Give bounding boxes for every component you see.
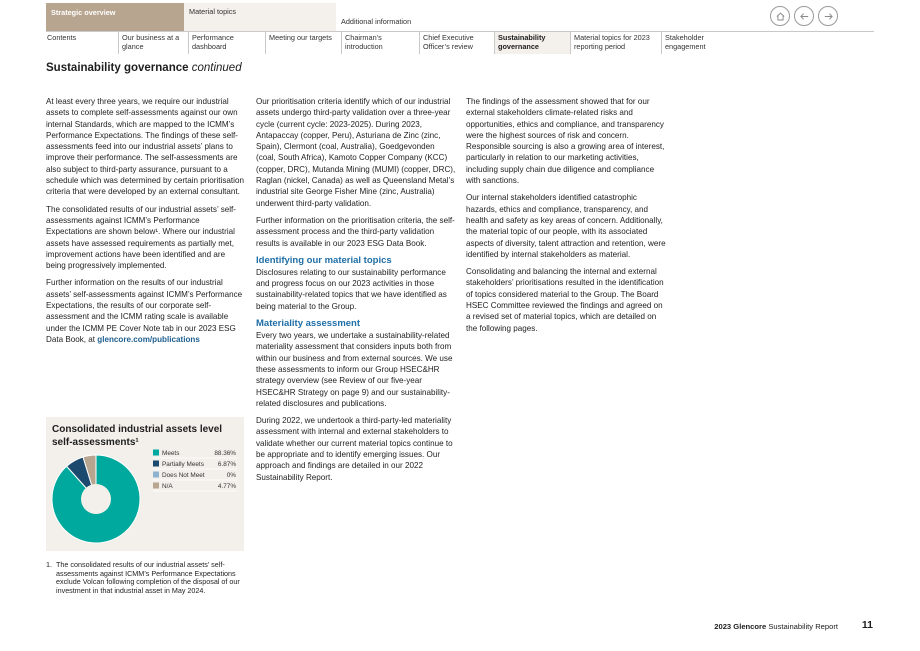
publications-link[interactable]: glencore.com/publications: [97, 334, 200, 344]
pie-chart: [46, 417, 244, 551]
top-navigation: [46, 3, 874, 31]
tab-material-topics-2023[interactable]: Material topics for 2023 reporting period: [570, 32, 661, 54]
paragraph: During 2022, we undertook a third-party-led materiality assessment with internal and external stakeholders to validate whether our current material topics continue to be appropriate and to identify emerging issues. Our approach and findings are detailed in our 2022 Sustainability Report.: [256, 416, 453, 482]
paragraph: Our internal stakeholders identified catastrophic hazards, ethics and compliance, transparency, and health and safety as key areas of concern. Additionally, the material topic of our people, with its associated aspects of diversity, talent attraction and retention, were identified by internal stakeholders as material.: [466, 193, 666, 259]
footer-brand: Glencore: [733, 622, 767, 631]
footnote-number: 1.: [46, 560, 52, 569]
legend-swatch: [153, 472, 159, 478]
legend-label: Does Not Meet: [162, 472, 205, 479]
legend-value: 0%: [226, 472, 236, 479]
tab-meeting-targets[interactable]: Meeting our targets: [265, 32, 341, 54]
legend-value: 6.87%: [217, 461, 236, 468]
back-arrow-icon[interactable]: [794, 6, 814, 26]
sub-navigation-tabs: [46, 31, 874, 53]
paragraph: Every two years, we undertake a sustainability-related materiality assessment that considers inputs both from within our business and from external sources. We use these assessments to inform our Group HSEC&HR strategy overview (see Review of our five-year HSEC&HR Strategy on page 9) and our sustainability-related disclosures and publications.: [256, 331, 453, 408]
chart-title: Consolidated industrial assets level self-assessments¹: [52, 424, 223, 448]
page-title-text: Sustainability governance: [46, 62, 189, 74]
self-assessment-chart: [46, 417, 244, 551]
legend-value: 88.36%: [214, 450, 236, 457]
legend-label: N/A: [162, 483, 173, 490]
paragraph: Our prioritisation criteria identify which of our industrial assets undergo third-party validation over a three-year cycle (current cycle: 2023-2025). During 2023, Antapaccay (copper, Peru), Asturiana de Zinc (zinc, Spain), Clermont (coal, Australia), Goedgevonden (coal, South Africa), Kamoto Copper Company (KCC) (copper, DRC), Mutanda Mining (MUMI) (copper, DRC), Raglan (nickel, Canada) as well as Queensland Metal’s industrial site George Fisher Mine (zinc, Australia) underwent third-party validation.: [256, 97, 456, 208]
home-icon[interactable]: [770, 6, 790, 26]
paragraph: [46, 277, 246, 345]
paragraph: Consolidating and balancing the internal and external stakeholders’ prioritisations resulted in the identification of topics considered material to the Group. The Board HSEC Committee reviewed the findings and agreed on a revised set of material topics, which are detailed on the following pages.: [466, 267, 664, 333]
paragraph: The consolidated results of our industrial assets’ self-assessments against ICMM’s Performance Expectations are shown below¹. Where our industrial assets have assessed requirements as partially met, improvement actions have been identified and are being progressively implemented.: [46, 204, 236, 271]
paragraph: Disclosures relating to our sustainability performance and progress focus on our 2023 activities in those sustainability-related topics that we have identified as being material to the Group.: [256, 267, 447, 311]
text-column-3: [466, 96, 666, 340]
footnote-text: The consolidated results of our industrial assets’ self-assessments against ICMM’s Performance Expectations exclude Volcan following completion of the disposal of our investment in that industrial asset in May 2024.: [56, 560, 240, 595]
footnote: [46, 561, 242, 595]
legend-swatch: [153, 483, 159, 489]
section-heading-material-topics: Identifying our material topics: [256, 254, 392, 266]
tab-chairmans-introduction[interactable]: Chairman’s introduction: [341, 32, 419, 54]
legend-swatch: [153, 461, 159, 467]
donut-hole: [81, 484, 111, 514]
legend-label: Meets: [162, 450, 180, 457]
footer-year: 2023: [714, 622, 732, 631]
footer-report-title: [714, 622, 838, 631]
page-title: [46, 62, 242, 74]
page-title-continued: continued: [191, 62, 242, 74]
nav-section-material-topics[interactable]: Material topics: [184, 3, 336, 31]
text-column-1: [46, 96, 246, 351]
legend-label: Partially Meets: [162, 461, 204, 468]
tab-performance-dashboard[interactable]: Performance dashboard: [188, 32, 265, 54]
legend-value: 4.77%: [217, 483, 236, 490]
tab-ceo-review[interactable]: Chief Executive Officer’s review: [419, 32, 494, 54]
paragraph: The findings of the assessment showed that for our external stakeholders climate-related risks and opportunities, ethics and compliance, and transparency were the highest sources of risk and concern. Responsible sourcing is also a growing area of interest, particularly in relation to our marketing activities, including supply chain due diligence and compliance with sanctions.: [466, 97, 665, 186]
forward-arrow-icon[interactable]: [818, 6, 838, 26]
footer-report: Sustainability Report: [768, 622, 838, 631]
page-number: 11: [861, 619, 873, 631]
paragraph: Further information on the prioritisation criteria, the self-assessment process and the third-party validation results is available in our 2023 ESG Data Book.: [256, 215, 455, 248]
nav-icon-group: [770, 6, 838, 26]
tab-sustainability-governance[interactable]: Sustainability governance: [494, 32, 570, 54]
paragraph: At least every three years, we require our industrial assets to complete self-assessments against our own internal Standards, which are mapped to the ICMM’s Performance Expectations. The findings of these self-assessments feed into our industrial assets’ plans to improve their performance. The self-assessments are also subject to third-party assurance, pursuant to a schedule which was determined by certain prioritisation criteria that were developed by an external consultant.: [46, 97, 244, 197]
nav-section-additional-information[interactable]: Additional information: [341, 17, 412, 26]
legend-swatch: [153, 450, 159, 456]
tab-stakeholder-engagement[interactable]: Stakeholder engagement: [661, 32, 741, 54]
paragraph-text: Further information on the results of our industrial assets’ self-assessments against ICMM’s Performance Expectations, the results of our corporate self-assessment and the ICMM rating scale is available under the ICMM PE Cover Note tab in our 2023 ESG Data Book, at: [46, 278, 243, 344]
text-column-2: [256, 96, 456, 489]
section-heading-materiality-assessment: Materiality assessment: [256, 318, 361, 330]
tab-contents[interactable]: Contents: [47, 33, 77, 42]
tab-our-business[interactable]: Our business at a glance: [118, 32, 188, 54]
nav-section-strategic-overview[interactable]: Strategic overview: [46, 3, 184, 31]
